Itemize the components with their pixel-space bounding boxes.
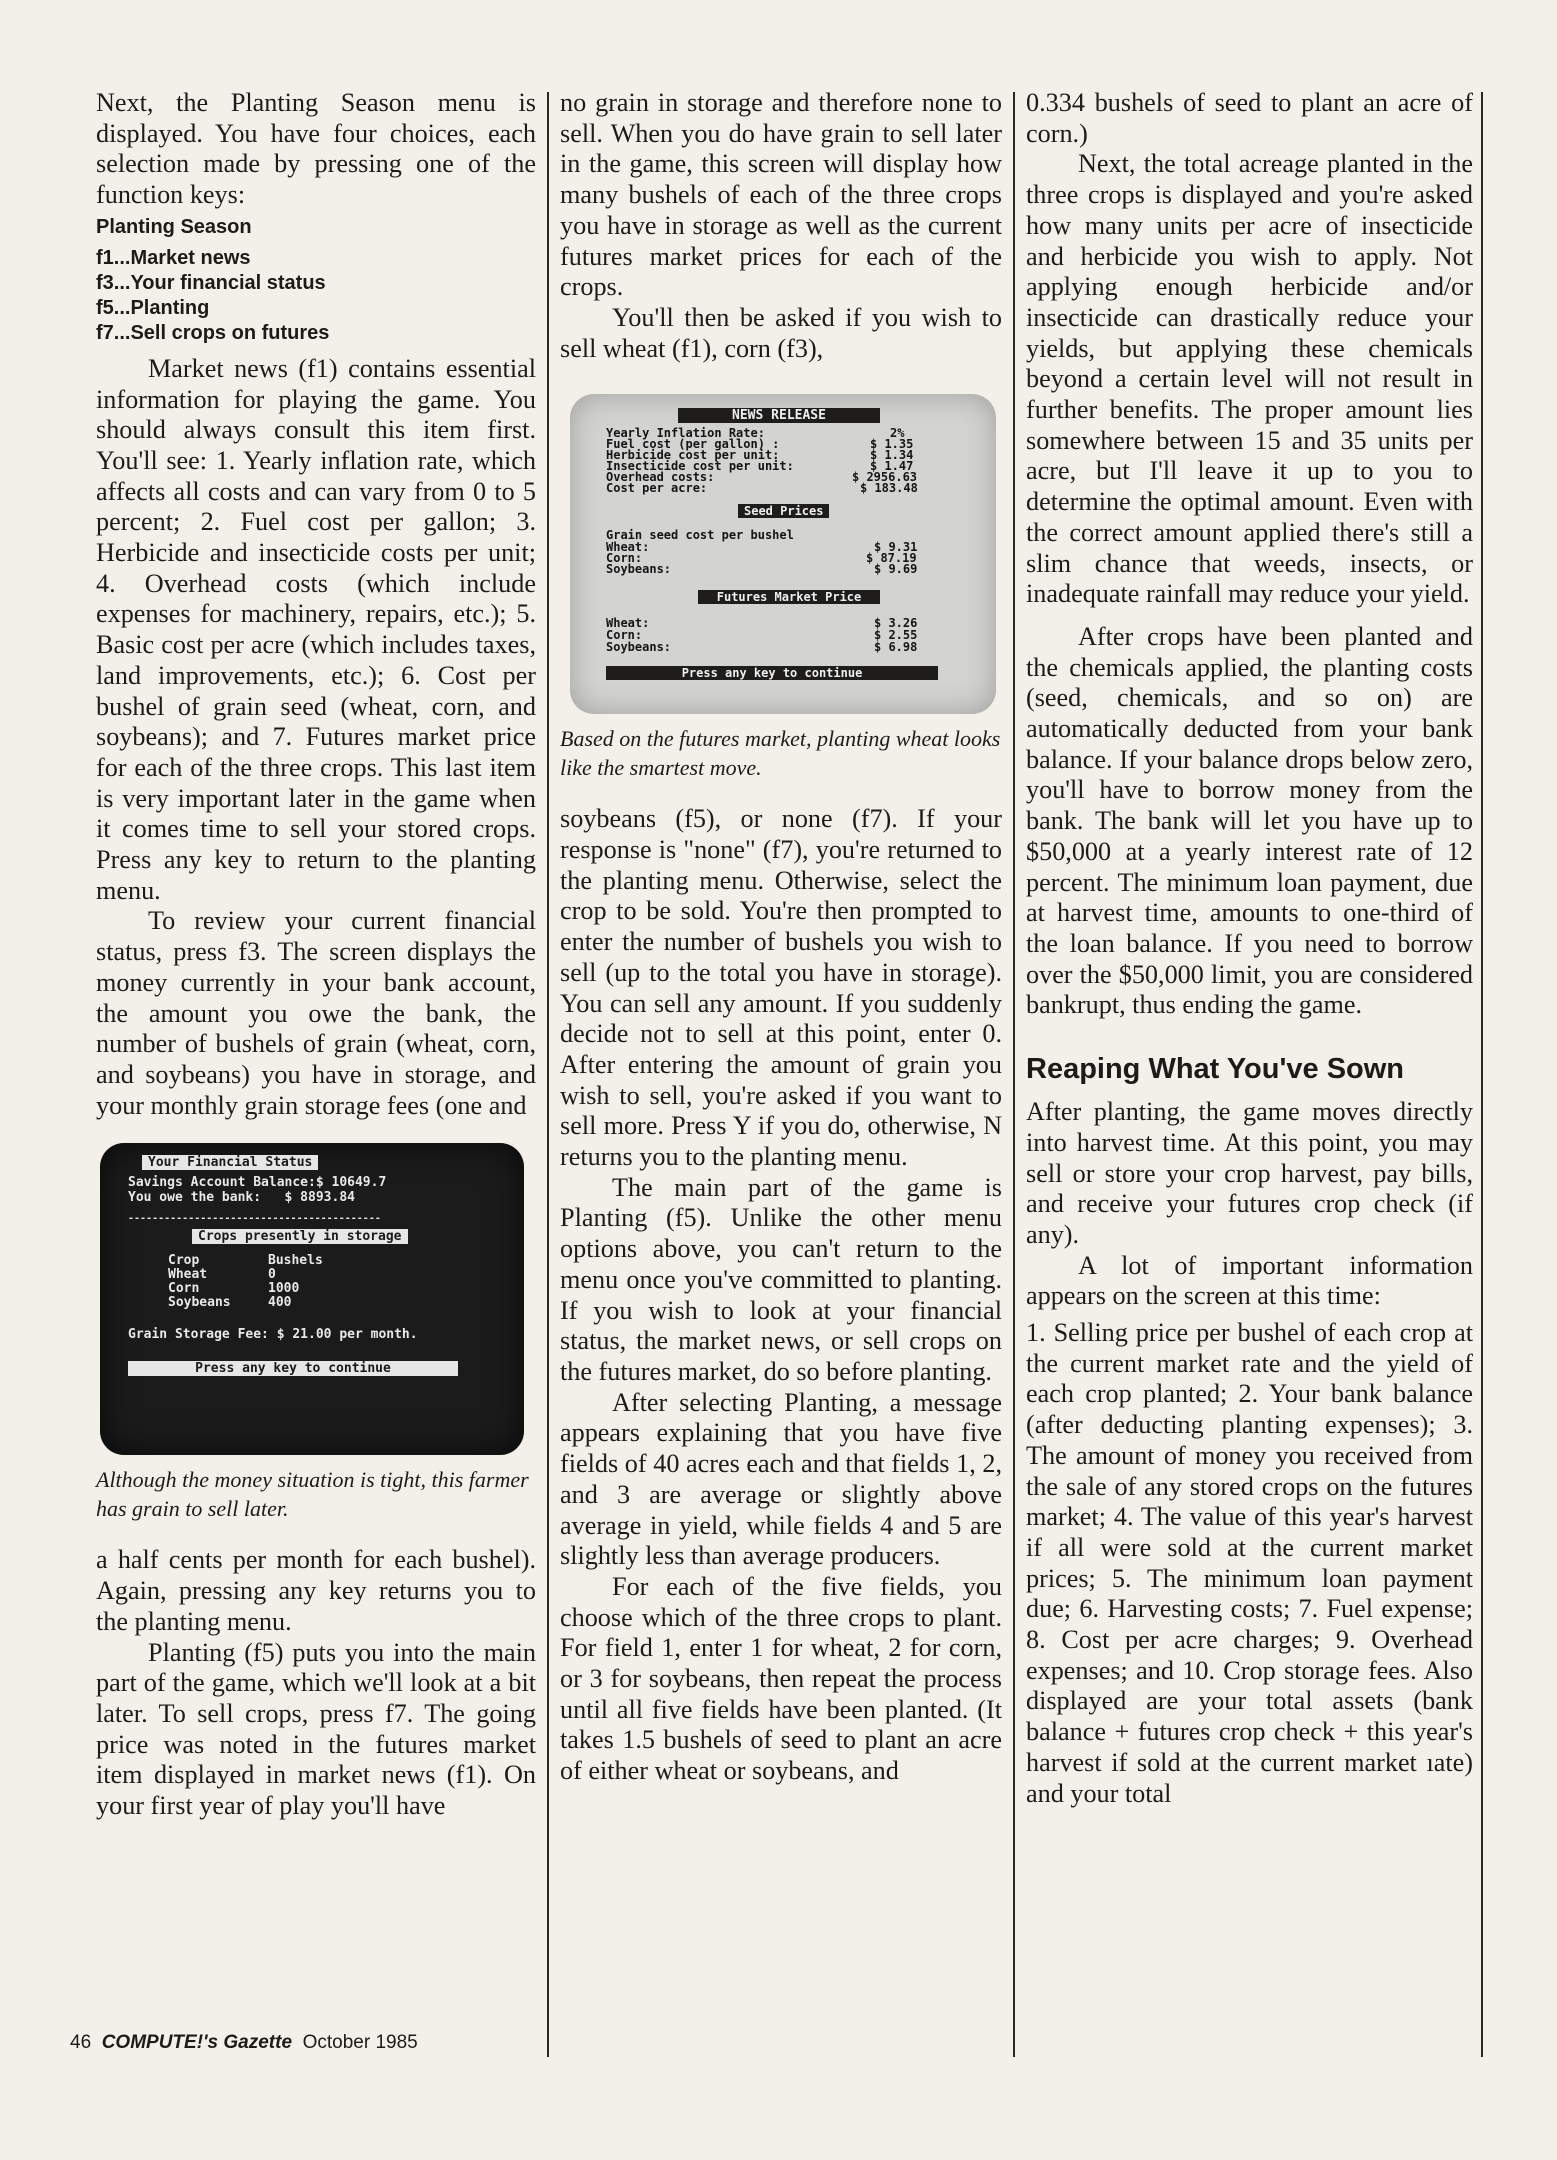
menu-item-financial-status: f3...Your financial status <box>96 271 326 294</box>
futures-value: $ 3.26 <box>874 616 918 631</box>
crop-name: Soybeans <box>168 1295 231 1311</box>
paragraph: soybeans (f5), or none (f7). If your response is "none" (f7), you're returned to the planting menu. Otherwise, select the crop to be sold. You're then prompted to enter the number of bushels you wish to sell (up to the total you have in storage). You can sell any amount. If you suddenly decide not to sell at this point, enter 0. After entering the amount of grain you wish to sell, you're asked if you want to sell more. Press Y if you do, otherwise, N returns you to the planting menu. <box>560 804 1002 1172</box>
paragraph: a half cents per month for each bushel). Again, pressing any key returns you to the planting menu. <box>96 1545 536 1636</box>
seed-value: $ 9.31 <box>874 540 918 555</box>
news-label: Cost per acre: <box>606 481 708 496</box>
paragraph: After selecting Planting, a message appears explaining that you have five fields of 40 acres each and that fields 1, 2, and 3 are average or slightly above average in yield, while fields 4 and 5 are slightly less than average producers. <box>560 1387 1002 1571</box>
continue-prompt: Press any key to continue <box>128 1361 458 1376</box>
crop-value: 0 <box>268 1267 276 1283</box>
section-heading: Reaping What You've Sown <box>1026 1053 1405 1086</box>
menu-title: Planting Season <box>96 215 252 238</box>
column-rule-3 <box>1481 92 1483 2057</box>
paragraph: You'll then be asked if you wish to sell wheat (f1), corn (f3), <box>560 302 1002 363</box>
menu-item-planting: f5...Planting <box>96 296 210 319</box>
page-number: 46 <box>70 2032 92 2053</box>
figure-caption: Based on the futures market, planting wheat looks like the smartest move. <box>560 726 1001 781</box>
screen-title: Your Financial Status <box>142 1155 318 1170</box>
crop-value: 1000 <box>268 1281 300 1297</box>
seed-value: $ 9.69 <box>874 562 918 577</box>
paragraph: A lot of important information appears on the screen at this time: <box>1026 1250 1473 1311</box>
menu-item-market-news: f1...Market news <box>96 246 251 269</box>
seed-header: Grain seed cost per bushel <box>606 528 794 543</box>
column-rule-2 <box>1013 92 1015 2057</box>
issue-date: October 1985 <box>302 2032 418 2053</box>
news-label: Overhead costs: <box>606 470 715 485</box>
storage-title: Crops presently in storage <box>192 1229 408 1244</box>
seed-label: Wheat: <box>606 540 650 555</box>
paragraph: After planting, the game moves directly into harvest time. At this point, you may sell or store your crop harvest, pay bills, and receive your futures crop check (if any). <box>1026 1097 1473 1249</box>
paragraph: no grain in storage and therefore none to sell. When you do have grain to sell later in the game, this screen will display how many bushels of each of the three crops you have in storage as well as the current futures market prices for each of the crops. <box>560 88 1002 302</box>
screen-title: NEWS RELEASE <box>678 408 880 423</box>
futures-value: $ 2.55 <box>874 628 918 643</box>
paragraph: Planting (f5) puts you into the main part of the game, which we'll look at a bit later. To sell crops, press f7. The going price was noted in the futures market item displayed in market news (f1). On your first year of play you'll have <box>96 1637 536 1821</box>
news-value: 2% <box>890 426 905 441</box>
seed-prices-title: Seed Prices <box>738 504 829 518</box>
news-value: $ 1.47 <box>870 459 914 474</box>
paragraph: For each of the five fields, you choose which of the three crops to plant. For field 1, enter 1 for wheat, 2 for corn, or 3 for soybeans, then repeat the process until all five fields have been planted. (It takes 1.5 bushels of seed to plant an acre of either wheat or soybeans, and <box>560 1571 1002 1786</box>
news-value: $ 1.35 <box>870 437 914 452</box>
menu-item-sell-crops: f7...Sell crops on futures <box>96 321 330 344</box>
paragraph: 0.334 bushels of seed to plant an acre of corn.) <box>1026 88 1473 148</box>
news-label: Yearly Inflation Rate: <box>606 426 765 441</box>
owe-line: You owe the bank: $ 8893.84 <box>128 1190 355 1206</box>
crop-name: Wheat <box>168 1267 208 1283</box>
paragraph: Market news (f1) contains essential information for playing the game. You should always consult this item first. You'll see: 1. Yearly inflation rate, which affects all costs and can vary from 0 to 5 percent; 2. Fuel cost per gallon; 3. Herbicide and insecticide costs per unit; 4. Overhead costs (which include expenses for machinery, repairs, etc.); 5. Basic cost per acre (which includes taxes, land improvements, etc.); 6. Cost per bushel of grain seed (wheat, corn, and soybeans); and 7. Futures market price for each of the three crops. This last item is very important later in the game when it comes time to sell your stored crops. Press any key to return to the planting menu. <box>96 353 536 905</box>
seed-label: Soybeans: <box>606 562 672 577</box>
column-2 <box>560 88 1002 1787</box>
savings-line: Savings Account Balance:$ 10649.7 <box>128 1175 387 1191</box>
news-value: $ 2956.63 <box>852 470 918 485</box>
continue-prompt: Press any key to continue <box>606 666 938 680</box>
column-1 <box>96 88 536 1822</box>
news-label: Fuel cost (per gallon) : <box>606 437 780 452</box>
futures-label: Corn: <box>606 628 643 643</box>
storage-fee-line: Grain Storage Fee: $ 21.00 per month. <box>128 1327 418 1343</box>
futures-label: Soybeans: <box>606 640 672 655</box>
paragraph: The main part of the game is Planting (f5). Unlike the other menu options above, you can't return to the menu once you've committed to planting. If you wish to look at your financial status, the market news, or sell crops on the futures market, do so before planting. <box>560 1172 1002 1386</box>
crop-name: Corn <box>168 1281 200 1297</box>
futures-title: Futures Market Price <box>698 590 880 604</box>
paragraph: Next, the total acreage planted in the three crops is displayed and you're asked how many units per acre of insecticide and herbicide you wish to apply. Not applying enough herbicide and/or insecticide can drastically reduce your yields, but applying these chemicals beyond a certain level will not result in further benefits. The proper amount lies somewhere between 15 and 35 units per acre, but I'll leave it up to you to determine the optimal amount. Even with the correct amount applied there's still a slim chance that weeds, insects, or inadequate rainfall may reduce your yield. <box>1026 149 1473 609</box>
paragraph: To review your current financial status, press f3. The screen displays the money currently in your bank account, the amount you owe the bank, the number of bushels of grain (wheat, corn, and soybeans) you have in storage, and your monthly grain storage fees (one and <box>96 906 536 1120</box>
bushels-header: Bushels <box>268 1253 323 1269</box>
paragraph: After crops have been planted and the chemicals applied, the planting costs (seed, chemicals, and so on) are automatically deducted from your bank balance. If your balance drops below zero, you'll have to borrow money from the bank. The bank will let you have up to $50,000 at a yearly interest rate of 12 percent. The minimum loan payment, due at harvest time, amounts to one-third of the loan balance. If you need to borrow over the $50,000 limit, you are considered bankrupt, thus ending the game. <box>1026 621 1473 1020</box>
magazine-name: COMPUTE!'s Gazette <box>101 2032 293 2053</box>
seed-value: $ 87.19 <box>866 551 917 566</box>
news-label: Insecticide cost per unit: <box>606 459 794 474</box>
planting-season-menu <box>96 215 536 346</box>
crop-value: 400 <box>268 1295 292 1311</box>
page-footer <box>70 2032 418 2054</box>
paragraph: 1. Selling price per bushel of each crop at the current market rate and the yield of each crop planted; 2. Your bank balance (after deducting planting expenses); 3. The amount of money you received from the sale of any stored crops on the futures market; 4. The value of this year's harvest if all were sold at the current market prices; 5. The minimum loan payment due; 6. Harvesting costs; 7. Fuel expense; 8. Cost per acre charges; 9. Overhead expenses; and 10. Crop storage fees. Also displayed are your total assets (bank balance + futures crop check + this year's harvest if sold at the current market ıate) and your total <box>1026 1318 1473 1808</box>
column-3 <box>1026 88 1473 1809</box>
news-value: $ 183.48 <box>860 481 918 496</box>
column-rule-1 <box>547 92 549 2057</box>
divider: ------------------------------------------ <box>128 1213 381 1225</box>
news-release-screenshot <box>570 394 996 714</box>
seed-label: Corn: <box>606 551 643 566</box>
news-value: $ 1.34 <box>870 448 914 463</box>
figure-caption: Although the money situation is tight, this farmer has grain to sell later. <box>96 1467 529 1522</box>
paragraph: Next, the Planting Season menu is displayed. You have four choices, each selection made by pressing one of the function keys: <box>96 88 536 210</box>
news-label: Herbicide cost per unit: <box>606 448 780 463</box>
crop-header: Crop <box>168 1253 200 1269</box>
futures-label: Wheat: <box>606 616 650 631</box>
financial-status-screenshot <box>100 1143 524 1455</box>
futures-value: $ 6.98 <box>874 640 918 655</box>
